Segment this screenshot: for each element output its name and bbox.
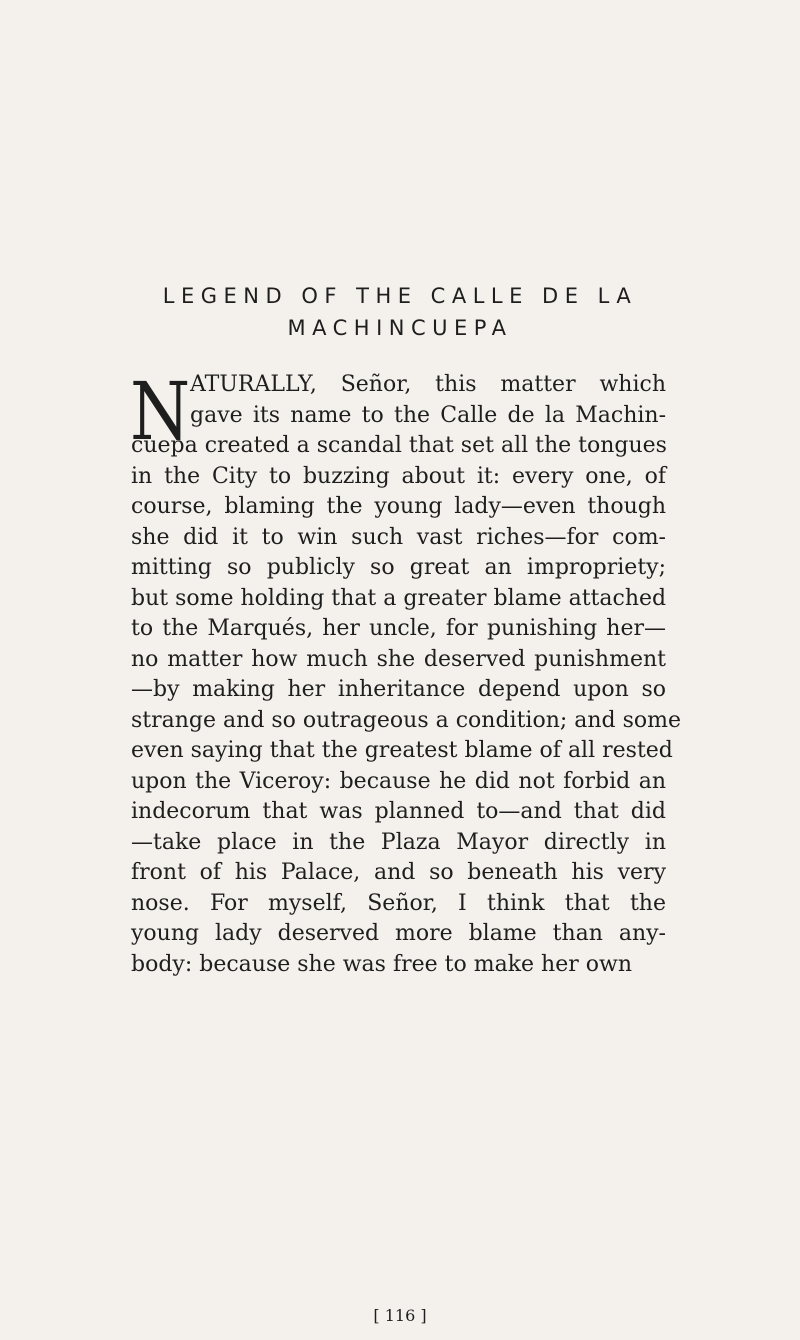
body-line: indecorum that was planned to—and that did [131,799,666,824]
body-line: nose. For myself, Señor, I think that the [131,890,666,916]
body-line: —by making her inheritance depend upon so [131,677,666,702]
page-number: [ 116 ] [373,1306,427,1325]
body-line: but some holding that a greater blame attached [131,585,667,611]
body-line: cuepa created a scandal that set all the tongues [131,433,667,458]
body-line: upon the Viceroy: because he did not forbid an [131,768,666,794]
body-line: no matter how much she deserved punishment [131,646,666,672]
chapter-title-line-2: MACHINCUEPA [287,316,513,340]
body-line: mitting so publicly so great an impropriety; [131,555,666,580]
body-line: —take place in the Plaza Mayor directly in [131,829,666,855]
body-line: ATURALLY, Señor, this matter which [190,372,666,397]
body-line: body: because she was free to make her own [131,951,632,977]
drop-cap: N [130,365,191,458]
chapter-title-line-1: LEGEND OF THE CALLE DE LA [162,284,638,308]
body-line: even saying that the greatest blame of all rested [131,738,673,763]
body-line: front of his Palace, and so beneath his very [131,860,666,885]
body-line: to the Marqués, her uncle, for punishing her— [131,616,666,641]
body-line: course, blaming the young lady—even though [131,494,666,519]
body-line: gave its name to the Calle de la Machin- [190,402,666,428]
body-line: strange and so outrageous a condition; and some [131,707,682,733]
body-line: she did it to win such vast riches—for com- [131,524,666,550]
body-line: in the City to buzzing about it: every one, of [131,463,666,489]
body-line: young lady deserved more blame than any- [131,921,666,946]
